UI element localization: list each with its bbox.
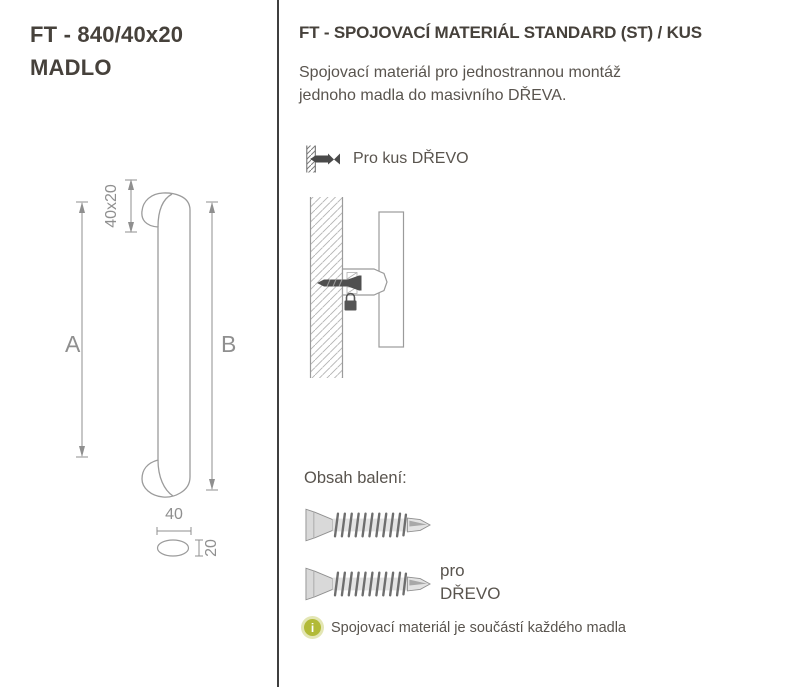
dimension-depth bbox=[195, 540, 203, 556]
screw-note-line2: DŘEVO bbox=[440, 584, 501, 603]
vertical-divider bbox=[277, 0, 279, 687]
product-title-line2: MADLO bbox=[30, 55, 112, 80]
screw-note-line1: pro bbox=[440, 561, 465, 580]
footer-note: Spojovací materiál je součástí každého madla bbox=[331, 619, 626, 636]
dimension-b bbox=[206, 202, 218, 490]
info-icon: i bbox=[304, 619, 321, 636]
padlock-icon bbox=[345, 294, 357, 311]
dimension-width bbox=[157, 527, 191, 535]
description-line1: Spojovací materiál pro jednostrannou montáž bbox=[299, 64, 621, 81]
dimension-profile-label: 40x20 bbox=[103, 184, 120, 228]
dimension-profile bbox=[125, 179, 137, 233]
description-line2: jednoho madla do masivního DŘEVA. bbox=[299, 87, 567, 104]
package-heading: Obsah balení: bbox=[304, 469, 407, 487]
wall-section bbox=[311, 197, 343, 378]
section-heading: FT - SPOJOVACÍ MATERIÁL STANDARD (ST) / KUS bbox=[299, 23, 702, 42]
footer-row bbox=[304, 619, 626, 636]
dimension-b-label: B bbox=[221, 331, 237, 357]
handle-outline bbox=[142, 193, 190, 497]
usage-label: Pro kus DŘEVO bbox=[353, 150, 469, 167]
dimension-depth-label: 20 bbox=[203, 539, 220, 557]
screw-note bbox=[440, 559, 500, 605]
handle-technical-drawing bbox=[30, 168, 240, 568]
wall-screw-icon bbox=[306, 145, 344, 173]
dimension-a-label: A bbox=[65, 331, 81, 357]
wood-screw-image-1 bbox=[303, 504, 433, 546]
usage-row bbox=[306, 145, 469, 173]
wood-screw-image-2 bbox=[303, 562, 433, 606]
mounting-diagram bbox=[300, 190, 475, 385]
dimension-width-label: 40 bbox=[165, 506, 183, 523]
profile-cross-section bbox=[158, 540, 189, 556]
product-title bbox=[30, 18, 183, 84]
description bbox=[299, 61, 621, 107]
product-title-line1: FT - 840/40x20 bbox=[30, 22, 184, 47]
dimension-a bbox=[76, 202, 88, 457]
